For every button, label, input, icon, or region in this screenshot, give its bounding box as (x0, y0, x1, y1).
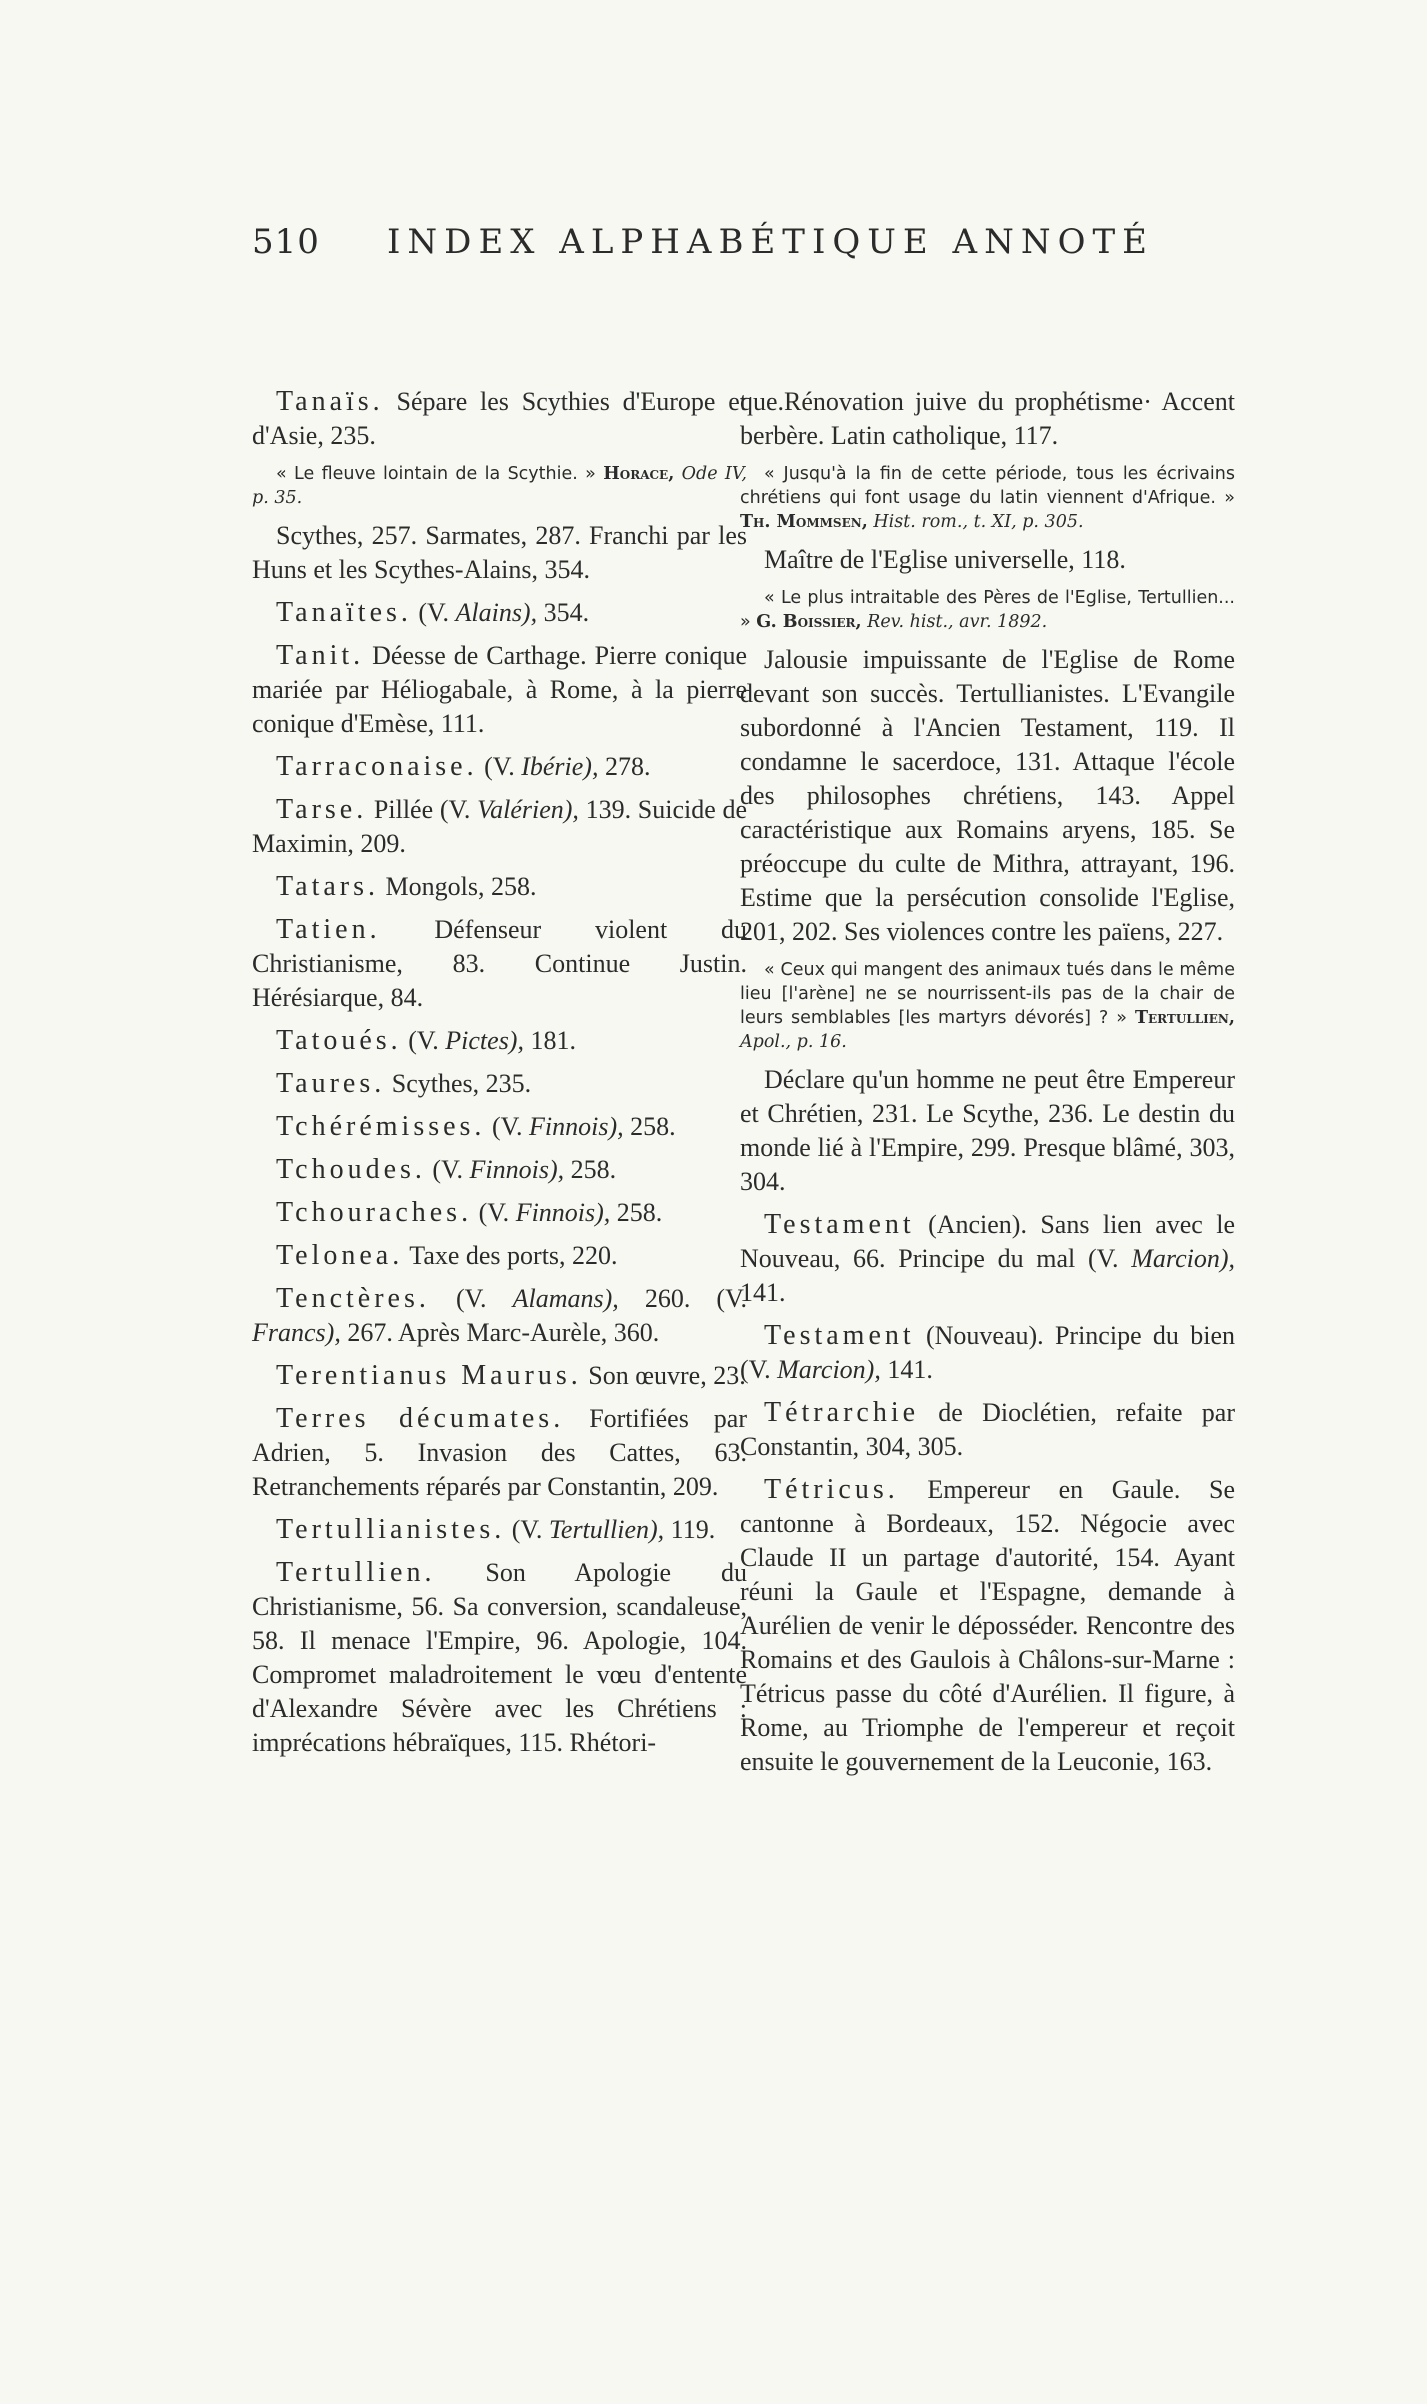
headword: Telonea. (276, 1240, 404, 1271)
page-ref: 267. Après Marc-Aurèle, 360. (347, 1318, 660, 1347)
cross-reference: Marcion), (1131, 1244, 1235, 1273)
page-ref: 139. Suicide de Maximin, 209. (252, 795, 747, 858)
page-ref: 141. (887, 1355, 933, 1384)
index-entry-tatoues (252, 1024, 747, 1058)
entry-paragraph: Déclare qu'un homme ne peut être Empereur et Chrétien, 231. Le Scythe, 236. Le destin du monde lié à l'Empire, 299. Presque blâmé, 303, 304. (740, 1065, 1235, 1196)
entry-text: Scythes, 235. (391, 1069, 532, 1098)
headword: Tchoudes. (276, 1154, 426, 1185)
cross-reference: Alamans), (512, 1284, 619, 1313)
headword: Tarse. (276, 794, 368, 825)
cross-reference: Alains), (455, 598, 538, 627)
page-ref: 258. (630, 1112, 676, 1141)
entry-text: 260. (V. (644, 1284, 748, 1313)
citation-quote (740, 958, 1235, 1054)
headword: Tchouraches. (276, 1197, 473, 1228)
headword: Tertullien. (276, 1557, 436, 1588)
headword: Tétricus. (764, 1474, 899, 1505)
headword: Tanaïs. (276, 386, 384, 417)
quote-author: G. Boissier, (756, 612, 862, 632)
entry-paragraph: Jalousie impuissante de l'Eglise de Rome devant son succès. Tertullianistes. L'Evangile subordonné à l'Ancien Testament, 119. Il condamne le sacerdoce, 131. Attaque l'école des philosophes chrétiens, 143. Appel caractéristique aux Romains aryens, 185. Se préoccupe du culte de Mithra, attrayant, 196. Estime que la persécution consolide l'Eglise, 201, 202. Ses violences contre les païens, 227. (740, 645, 1235, 946)
headword: Tatars. (276, 871, 380, 902)
index-entry-tertullien (252, 1556, 747, 1760)
headword: Tatien. (276, 914, 381, 945)
cross-reference: Tertullien), (548, 1515, 665, 1544)
page-ref: 258. (570, 1155, 617, 1184)
entry-text: (V. (511, 1515, 543, 1544)
page-title: INDEX ALPHABÉTIQUE ANNOTÉ (387, 222, 1154, 262)
entry-paragraph: Maître de l'Eglise universelle, 118. (764, 545, 1126, 574)
right-column (740, 385, 1235, 1788)
entry-text: (V. (408, 1026, 439, 1055)
headword: Taures. (276, 1068, 386, 1099)
entry-text: Son Apologie du Christianisme, 56. Sa conversion, scandaleuse, 58. Il menace l'Empire, 96. Apologie, 104. Compromet maladroitement le vœu d'entente d'Alexandre Sévère avec les Chrétiens : imprécations hébraïques, 115. Rhétori- (252, 1558, 747, 1757)
entry-text: (Ancien). Sans lien avec le Nouveau, 66. Principe du mal (V. (740, 1210, 1235, 1273)
index-entry-taures (252, 1067, 747, 1101)
entry-text: (V. (418, 598, 449, 627)
citation-quote (252, 462, 747, 510)
index-entry-testament-ancien (740, 1208, 1235, 1310)
headword: Tétrarchie (764, 1397, 920, 1428)
index-entry-tchouraches (252, 1196, 747, 1230)
index-entry-testament-nouveau (740, 1319, 1235, 1387)
entry-text: Son œuvre, 23. (588, 1361, 746, 1390)
page-header (0, 222, 1427, 272)
index-entry-tcheremisses (252, 1110, 747, 1144)
headword: Tchérémisses. (276, 1111, 486, 1142)
headword: Tanaïtes. (276, 597, 412, 628)
index-entry-tatien (252, 913, 747, 1015)
entry-text: Fortifiées par Adrien, 5. Invasion des Cattes, 63. Retranchements réparés par Constantin, 209. (252, 1404, 748, 1501)
entry-text: (V. (491, 1112, 523, 1141)
index-entry-tetrarchie (740, 1396, 1235, 1464)
entry-text: Taxe des ports, 220. (409, 1241, 618, 1270)
cross-reference: Pictes), (445, 1026, 524, 1055)
entry-text-continued: Scythes, 257. Sarmates, 287. Franchi par les Huns et les Scythes-Alains, 354. (252, 521, 747, 584)
page-ref: 119. (670, 1515, 716, 1544)
index-entry-tanais (252, 385, 747, 453)
cross-reference: Valérien), (477, 795, 579, 824)
page-ref: 181. (530, 1026, 576, 1055)
index-entry-tchoudes (252, 1153, 747, 1187)
entry-text: de Dioclétien, refaite par Constantin, 304, 305. (740, 1398, 1235, 1461)
headword: Terentianus Maurus. (276, 1360, 582, 1391)
index-entry-tetricus (740, 1473, 1235, 1779)
quote-reference: Apol., p. 16. (740, 1032, 847, 1052)
index-entry-tatars (252, 870, 747, 904)
page-ref: 258. (616, 1198, 663, 1227)
index-entry-tarraconaise (252, 750, 747, 784)
entry-text: Mongols, 258. (385, 872, 537, 901)
headword: Tatoués. (276, 1025, 402, 1056)
quote-author: Horace, (603, 464, 675, 484)
index-entry-telonea (252, 1239, 747, 1273)
citation-quote (740, 462, 1235, 534)
quote-reference: Hist. rom., t. XI, p. 305. (873, 512, 1084, 532)
left-column (252, 385, 747, 1769)
entry-text: (V. (484, 752, 515, 781)
index-entry-tertullianistes (252, 1513, 747, 1547)
page-ref: 354. (543, 598, 590, 627)
page-number: 510 (252, 222, 320, 262)
entry-text: (V. (432, 1155, 463, 1184)
page-ref: 278. (604, 752, 651, 781)
quote-text: « Le plus intraitable des Pères de l'Eglise, Tertullien... » (740, 588, 1235, 632)
headword: Testament (764, 1320, 915, 1351)
entry-text: Déesse de Carthage. Pierre conique mariée par Héliogabale, à Rome, à la pierre conique d'Emèse, 111. (252, 641, 748, 738)
entry-text: Pillée (V. (373, 795, 471, 824)
headword: Tenctères. (276, 1283, 430, 1314)
cross-reference: Finnois), (469, 1155, 565, 1184)
entry-text: (V. (455, 1284, 487, 1313)
entry-text: Sépare les Scythies d'Europe et d'Asie, 235. (252, 387, 747, 450)
headword: Terres décumates. (276, 1403, 565, 1434)
cross-reference: Finnois), (529, 1112, 624, 1141)
cross-reference: Marcion), (777, 1355, 881, 1384)
headword: Tertullianistes. (276, 1514, 506, 1545)
cross-reference: Finnois), (515, 1198, 611, 1227)
quote-text: « Jusqu'à la fin de cette période, tous les écrivains chrétiens qui font usage du latin viennent d'Afrique. » (740, 464, 1235, 508)
quote-author: Tertullien, (1134, 1008, 1235, 1028)
quote-author: Th. Mommsen, (740, 512, 868, 532)
entry-text: Défenseur violent du Christianisme, 83. Continue Justin. Hérésiarque, 84. (252, 915, 747, 1012)
quote-reference: Rev. hist., avr. 1892. (867, 612, 1048, 632)
headword: Tarraconaise. (276, 751, 478, 782)
index-entry-tanaites (252, 596, 747, 630)
headword: Tanit. (276, 640, 365, 671)
index-entry-tencteres (252, 1282, 747, 1350)
page-ref: 141. (740, 1278, 786, 1307)
cross-reference: Ibérie), (521, 752, 599, 781)
quote-text: « Ceux qui mangent des animaux tués dans le même lieu [l'arène] ne se nourrissent-ils pas de la chair de leurs semblables [les martyrs dévorés] ? » (740, 960, 1235, 1028)
quote-reference: Ode IV, p. 35. (252, 464, 747, 508)
citation-quote (740, 586, 1235, 634)
entry-text: Empereur en Gaule. Se cantonne à Bordeaux, 152. Négocie avec Claude II un partage d'autorité, 154. Ayant réuni la Gaule et l'Espagne, demande à Aurélien de venir le déposséder. Rencontre des Romains et des Gaulois à Châlons-sur-Marne : Tétricus passe du côté d'Aurélien. Il figure, à Rome, au Triomphe de l'empereur et reçoit ensuite le gouvernement de la Leuconie, 163. (740, 1475, 1235, 1776)
index-entry-tanit (252, 639, 747, 741)
quote-text: « Le fleuve lointain de la Scythie. » (276, 464, 596, 484)
headword: Testament (764, 1209, 915, 1240)
entry-text: (V. (478, 1198, 510, 1227)
index-entry-tarse (252, 793, 747, 861)
entry-text-continued: que.Rénovation juive du prophétisme· Accent berbère. Latin catholique, 117. (740, 387, 1235, 450)
cross-reference: Francs), (252, 1318, 341, 1347)
entry-text: (Nouveau). Principe du bien (V. (740, 1321, 1235, 1384)
index-entry-terres-decumates (252, 1402, 747, 1504)
index-entry-terentianus (252, 1359, 747, 1393)
